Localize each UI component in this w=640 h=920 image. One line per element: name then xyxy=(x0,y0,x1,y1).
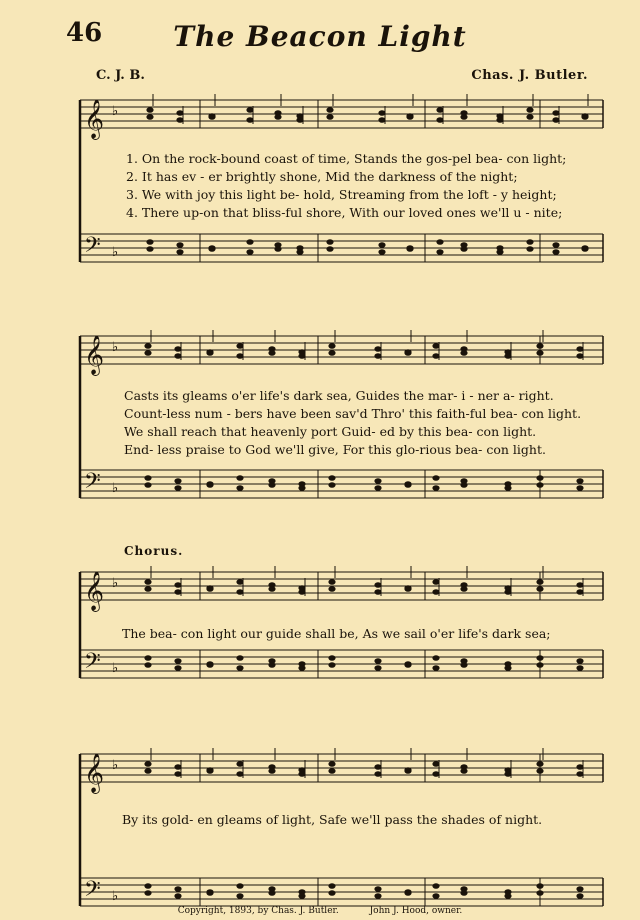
verse-3-line-1: 3. We with joy this light be- hold, Streaming from the loft - y height; xyxy=(126,187,557,202)
copyright-notice: Copyright, 1893, by Chas. J. Butler. xyxy=(177,906,339,916)
svg-text:♭: ♭ xyxy=(112,758,119,773)
svg-text:♭: ♭ xyxy=(112,481,119,496)
svg-text:𝄢: 𝄢 xyxy=(84,233,101,263)
svg-text:♭: ♭ xyxy=(112,661,119,676)
verse-1-line-2: Casts its gleams o'er life's dark sea, Guides the mar- i - ner a- right. xyxy=(124,388,554,403)
composer-name: Chas. J. Butler. xyxy=(471,68,588,83)
page-number: 46 xyxy=(66,18,103,48)
verse-1-line-1: 1. On the rock-bound coast of time, Stands the gos-pel bea- con light; xyxy=(126,151,567,166)
chorus-label: Chorus. xyxy=(124,544,184,558)
svg-text:𝄞: 𝄞 xyxy=(84,753,105,793)
verse-2-line-1: 2. It has ev - er brightly shone, Mid the darkness of the night; xyxy=(126,169,518,184)
svg-text:♭: ♭ xyxy=(112,576,119,591)
chorus-line-2: By its gold- en gleams of light, Safe we'll pass the shades of night. xyxy=(122,812,543,827)
svg-text:♭: ♭ xyxy=(112,245,119,260)
footer xyxy=(0,906,640,916)
chorus-line-1: The bea- con light our guide shall be, As we sail o'er life's dark sea; xyxy=(122,626,551,641)
svg-text:𝄞: 𝄞 xyxy=(84,571,105,611)
svg-text:𝄢: 𝄢 xyxy=(84,877,101,907)
staff-lines xyxy=(80,99,603,907)
owner-notice: John J. Hood, owner. xyxy=(369,906,463,916)
svg-text:𝄢: 𝄢 xyxy=(84,469,101,499)
verse-3-line-2: We shall reach that heavenly port Guid- ed by this bea- con light. xyxy=(124,424,537,439)
svg-text:𝄞: 𝄞 xyxy=(84,99,105,139)
verse-4-line-2: End- less praise to God we'll give, For this glo-rious bea- con light. xyxy=(124,442,546,457)
svg-text:𝄞: 𝄞 xyxy=(84,335,105,375)
svg-text:𝄢: 𝄢 xyxy=(84,649,101,679)
verse-2-line-2: Count-less num - bers have been sav'd Thro' this faith-ful bea- con light. xyxy=(124,406,582,421)
svg-text:♭: ♭ xyxy=(112,104,119,119)
verse-4-line-1: 4. There up-on that bliss-ful shore, With our loved ones we'll u - nite; xyxy=(126,205,563,220)
lyricist-initials: C. J. B. xyxy=(96,68,145,83)
hymn-title: The Beacon Light xyxy=(173,20,467,53)
svg-text:♭: ♭ xyxy=(112,340,119,355)
svg-text:♭: ♭ xyxy=(112,889,119,904)
